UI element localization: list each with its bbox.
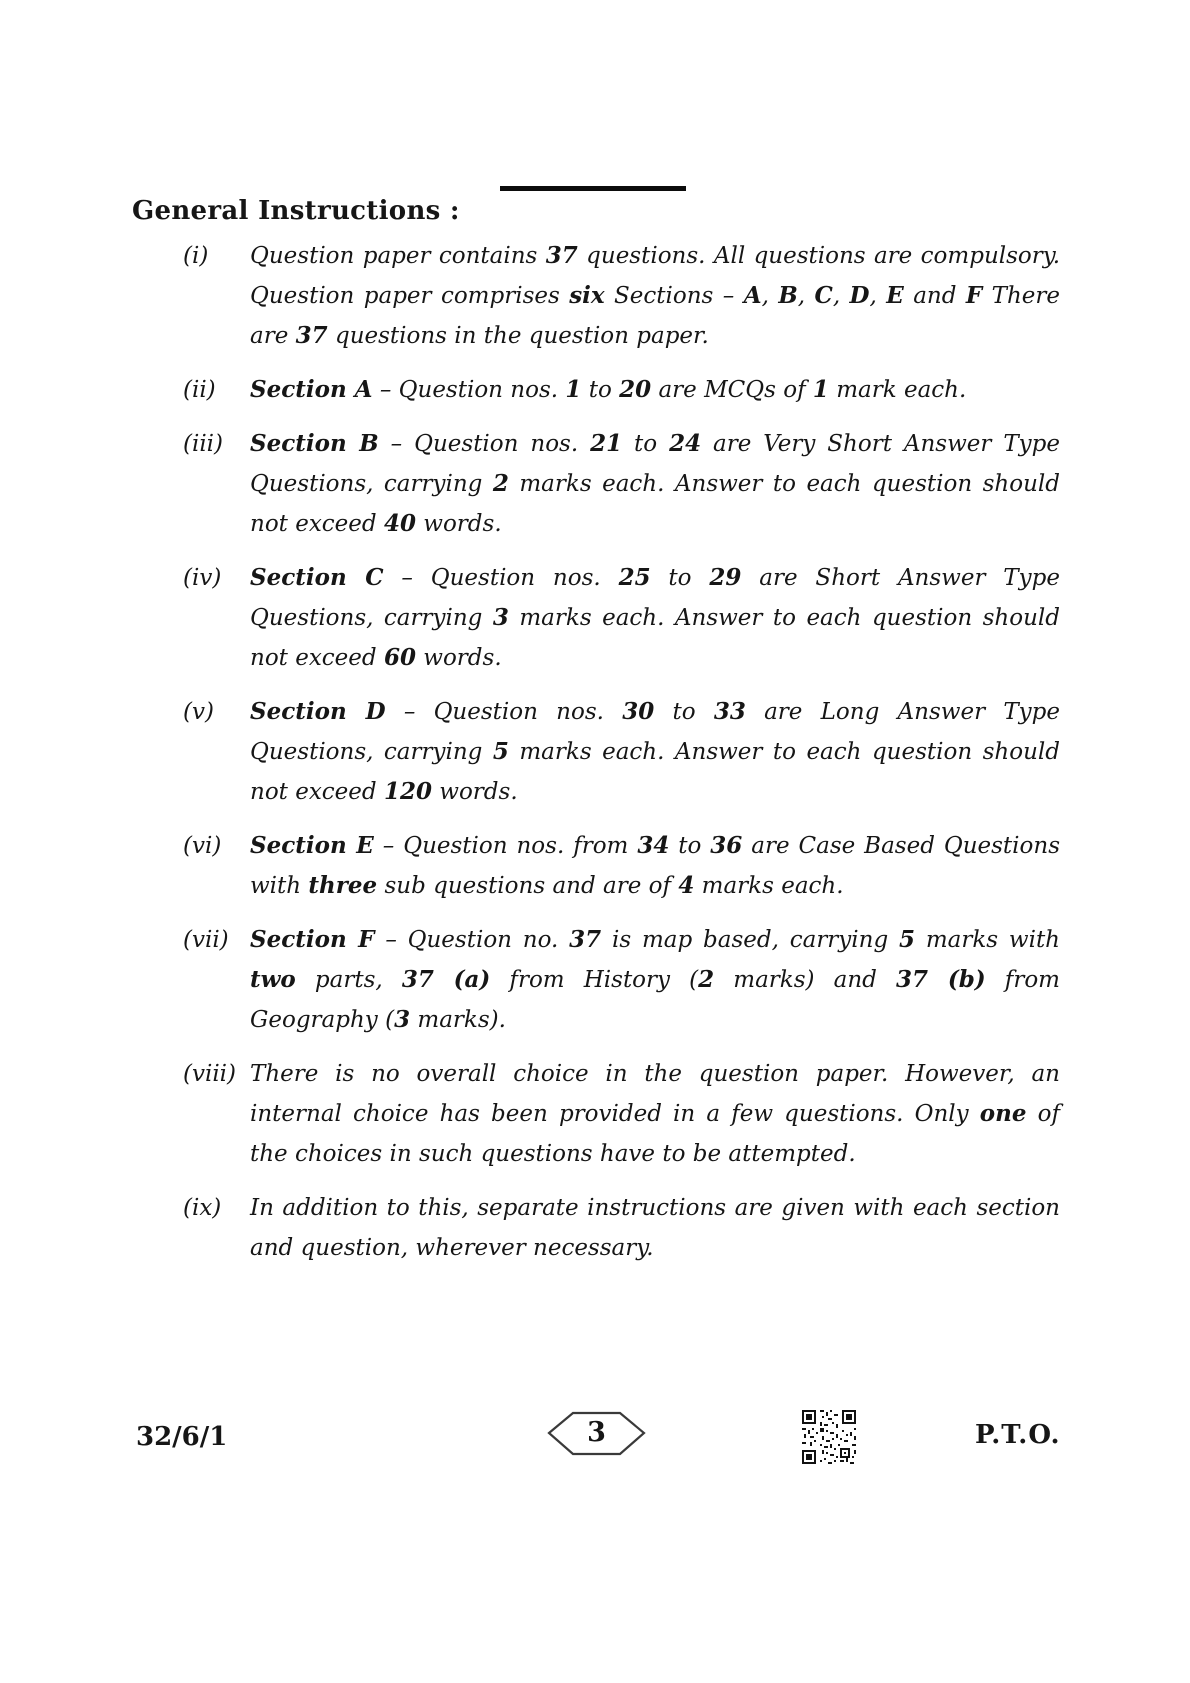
item-text: Section A – Question nos. 1 to 20 are MCQs of 1 mark each. [250, 376, 967, 403]
item-text: Section C – Question nos. 25 to 29 are Short Answer Type Questions, carrying 3 marks each. Answer to each question should not exceed 60 words. [250, 564, 1060, 671]
item-numeral: (ii) [183, 377, 216, 403]
header-divider-rule [500, 186, 686, 191]
page-number-badge [547, 1410, 646, 1458]
item-text: Question paper contains 37 questions. All questions are compulsory. Question paper comprises six Sections – A, B, C, D, E and F There are 37 questions in the question paper. [250, 242, 1061, 349]
item-numeral: (ix) [183, 1195, 222, 1221]
item-text: Section F – Question no. 37 is map based, carrying 5 marks with two parts, 37 (a) from History (2 marks) and 37 (b) from Geography (3 marks). [250, 926, 1060, 1033]
item-numeral: (viii) [183, 1061, 237, 1087]
item-text: Section E – Question nos. from 34 to 36 are Case Based Questions with three sub questions and are of 4 marks each. [250, 832, 1060, 899]
instructions-list [183, 236, 1060, 1282]
item-numeral: (v) [183, 699, 214, 725]
item-numeral: (vi) [183, 833, 222, 859]
instruction-item [183, 692, 1060, 812]
pto-label: P.T.O. [975, 1420, 1061, 1450]
instruction-item [183, 826, 1060, 906]
instruction-item [183, 920, 1060, 1040]
instruction-item [183, 370, 1060, 410]
item-numeral: (vii) [183, 927, 229, 953]
qr-code-icon [800, 1408, 858, 1466]
paper-code: 32/6/1 [136, 1422, 228, 1452]
item-numeral: (iii) [183, 431, 224, 457]
item-text: There is no overall choice in the question paper. However, an internal choice has been provided in a few questions. Only one of the choices in such questions have to be attempted. [250, 1061, 1061, 1167]
item-text: In addition to this, separate instructions are given with each section and question, wherever necessary. [250, 1195, 1060, 1261]
instruction-item [183, 236, 1060, 356]
item-numeral: (i) [183, 243, 209, 269]
instruction-item [183, 1054, 1060, 1174]
item-text: Section B – Question nos. 21 to 24 are Very Short Answer Type Questions, carrying 2 marks each. Answer to each question should not exceed 40 words. [250, 430, 1060, 537]
page-title: General Instructions : [132, 196, 460, 226]
page-number: 3 [587, 1416, 606, 1448]
instruction-item [183, 424, 1060, 544]
item-numeral: (iv) [183, 565, 222, 591]
item-text: Section D – Question nos. 30 to 33 are Long Answer Type Questions, carrying 5 marks each. Answer to each question should not exceed 120 words. [250, 698, 1060, 805]
instruction-item [183, 558, 1060, 678]
instruction-item [183, 1188, 1060, 1268]
